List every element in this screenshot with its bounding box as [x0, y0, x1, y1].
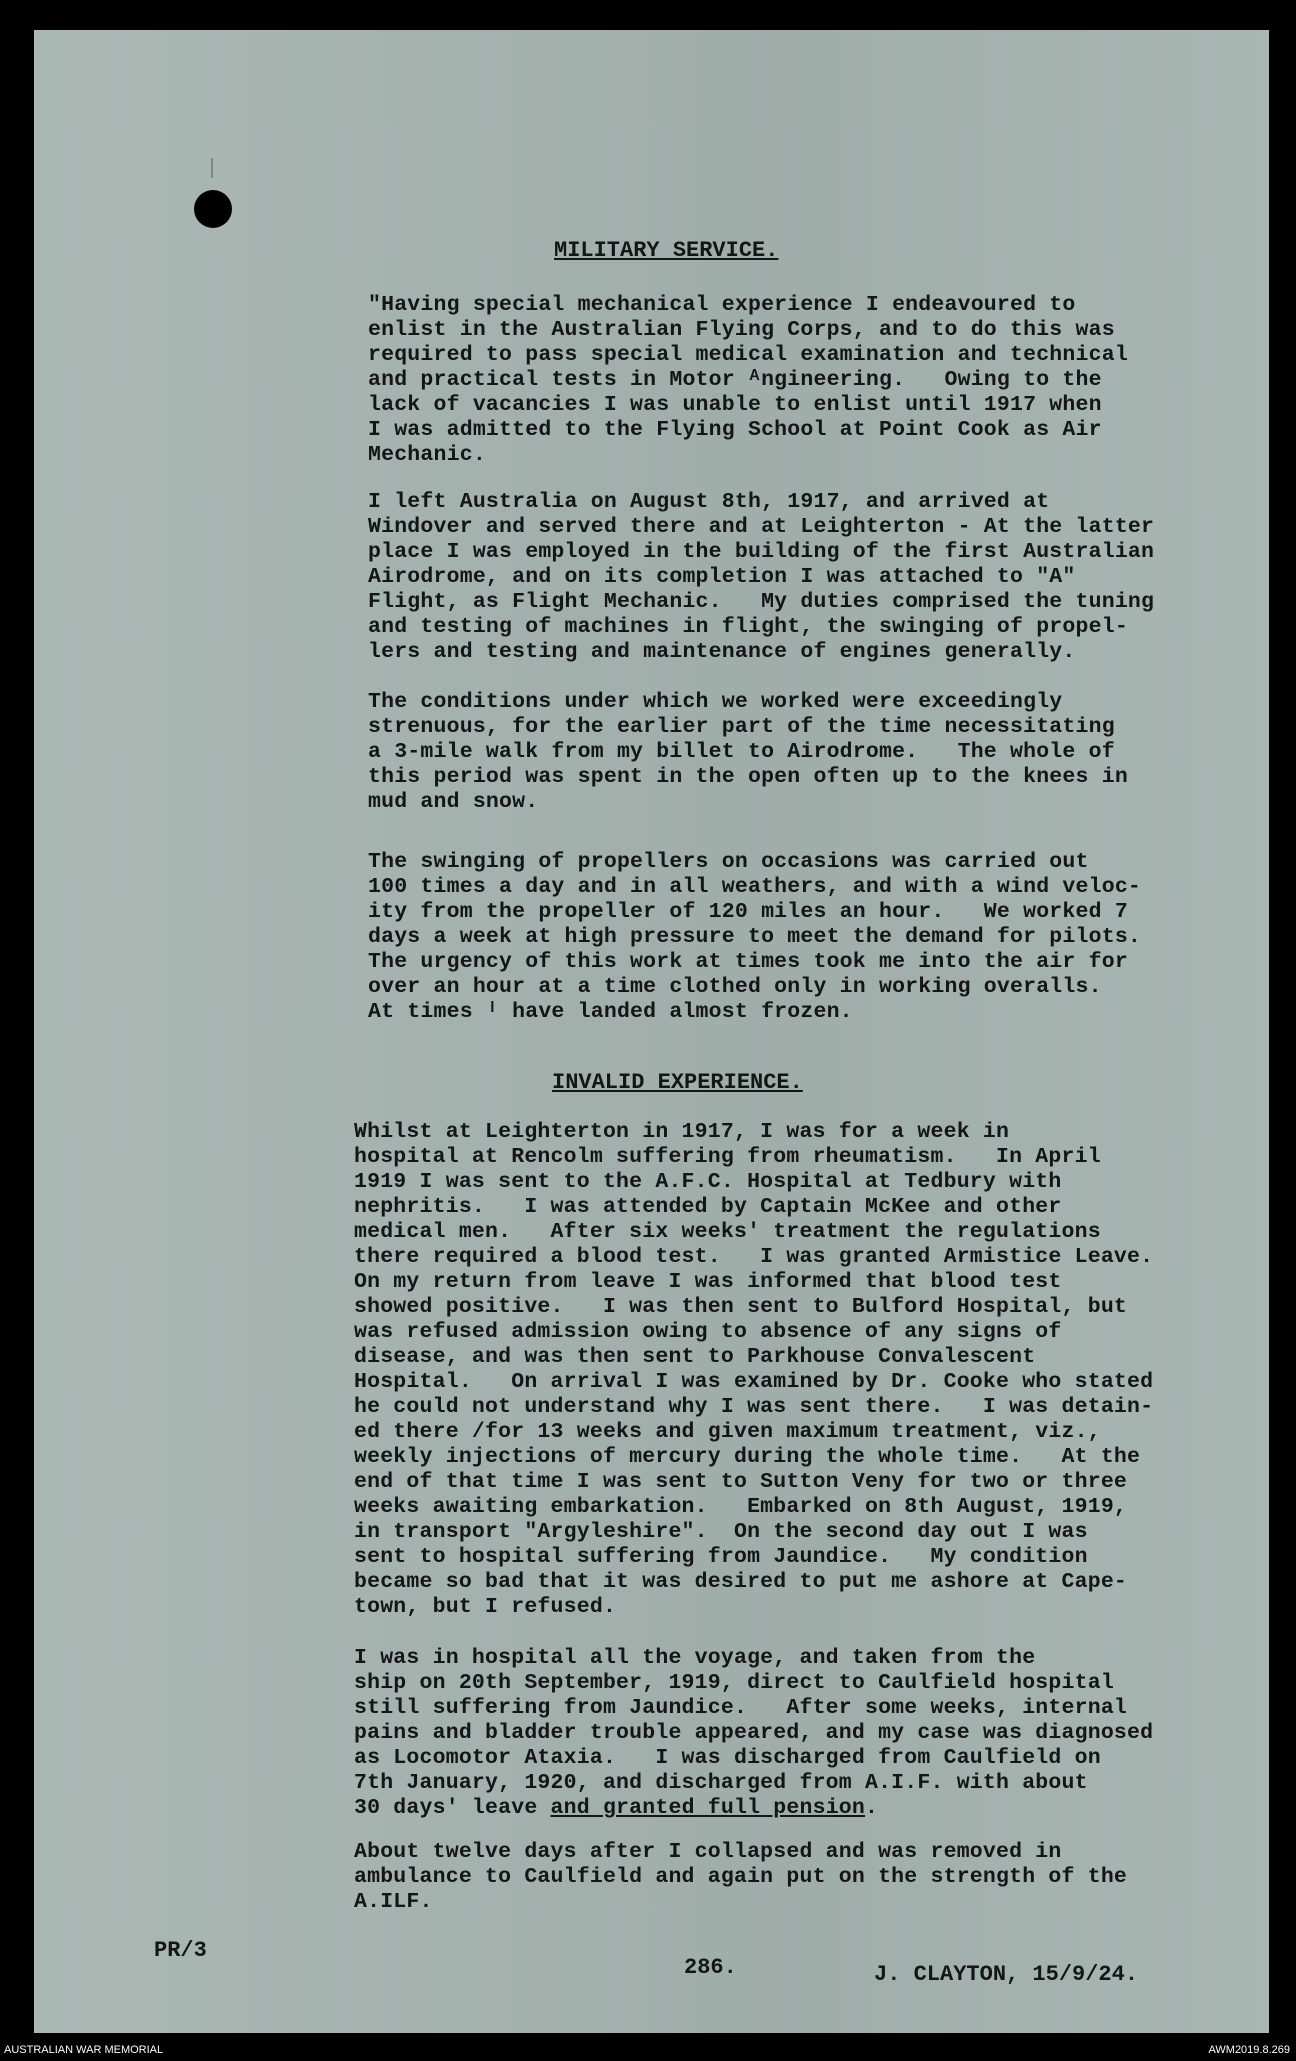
full-pension-underlined: and granted full pension	[550, 1796, 865, 1820]
invalid-paragraph-3: About twelve days after I collapsed and was removed in ambulance to Caulfield and again put on the strength of the A.ILF.	[354, 1840, 1128, 1914]
page-number: 286.	[684, 1955, 737, 1980]
military-service-heading: MILITARY SERVICE.	[554, 238, 779, 263]
document-page	[34, 30, 1269, 2033]
invalid-paragraph-2-end: .	[865, 1796, 879, 1820]
military-paragraph-3: The conditions under which we worked were exceedingly strenuous, for the earlier part of the time necessitating a 3-mile walk from my billet to Airodrome. The whole of this period was spent in the open often up to the knees in mud and snow.	[368, 690, 1128, 814]
invalid-experience-heading: INVALID EXPERIENCE.	[552, 1070, 803, 1095]
invalid-paragraph-2-text: I was in hospital all the voyage, and taken from the ship on 20th September, 1919, direct to Caulfield hospital still suffering from Jaundice. After some weeks, internal pains and bladder trouble appeared, and my case was diagnosed as Locomotor Ataxia. I was discharged from Caulfield on 7th January, 1920, and discharged from A.I.F. with about 30 days' leave	[354, 1646, 1154, 1820]
paper-mark	[211, 158, 231, 178]
military-paragraph-4: The swinging of propellers on occasions was carried out 100 times a day and in all weathers, and with a wind veloc- ity from the propeller of 120 miles an hour. We worked 7 days a week at high pressure to meet the demand for pilots. The urgency of this work at times took me into the air for over an hour at a time clothed only in working overalls. At times ᴵ have landed almost frozen.	[368, 850, 1142, 1024]
file-reference: PR/3	[154, 1938, 207, 1963]
punch-hole	[194, 190, 232, 228]
archive-caption: AUSTRALIAN WAR MEMORIAL	[4, 2044, 164, 2056]
archive-reference: AWM2019.8.269	[1208, 2044, 1290, 2056]
military-paragraph-2: I left Australia on August 8th, 1917, and arrived at Windover and served there and at Leighterton - At the latter place I was employed in the building of the first Australian Airodrome, and on its completion I was attached to "A" Flight, as Flight Mechanic. My duties comprised the tuning and testing of machines in flight, the swinging of propel- lers and testing and maintenance of engines generally.	[368, 490, 1155, 664]
invalid-paragraph-1: Whilst at Leighterton in 1917, I was for a week in hospital at Rencolm suffering from rheumatism. In April 1919 I was sent to the A.F.C. Hospital at Tedbury with nephritis. I was attended by Captain McKee and other medical men. After six weeks' treatment the regulations there required a blood test. I was granted Armistice Leave. On my return from leave I was informed that blood test showed positive. I was then sent to Bulford Hospital, but was refused admission owing to absence of any signs of disease, and was then sent to Parkhouse Convalescent Hospital. On arrival I was examined by Dr. Cooke who stated he could not understand why I was sent there. I was detain- ed there /for 13 weeks and given maximum treatment, viz., weekly injections of mercury during the whole time. At the end of that time I was sent to Sutton Veny for two or three weeks awaiting embarkation. Embarked on 8th August, 1919, in transport "Argyleshire". On the second day out I was sent to hospital suffering from Jaundice. My condition became so bad that it was desired to put me ashore at Cape- town, but I refused.	[354, 1120, 1154, 1619]
invalid-paragraph-2	[354, 1646, 1153, 1821]
military-paragraph-1: "Having special mechanical experience I endeavoured to enlist in the Australian Flying Corps, and to do this was required to pass special medical examination and technical and practical tests in Motor ᴬngineering. Owing to the lack of vacancies I was unable to enlist until 1917 when I was admitted to the Flying School at Point Cook as Air Mechanic.	[368, 293, 1128, 467]
signature-date: J. CLAYTON, 15/9/24.	[874, 1962, 1139, 1987]
